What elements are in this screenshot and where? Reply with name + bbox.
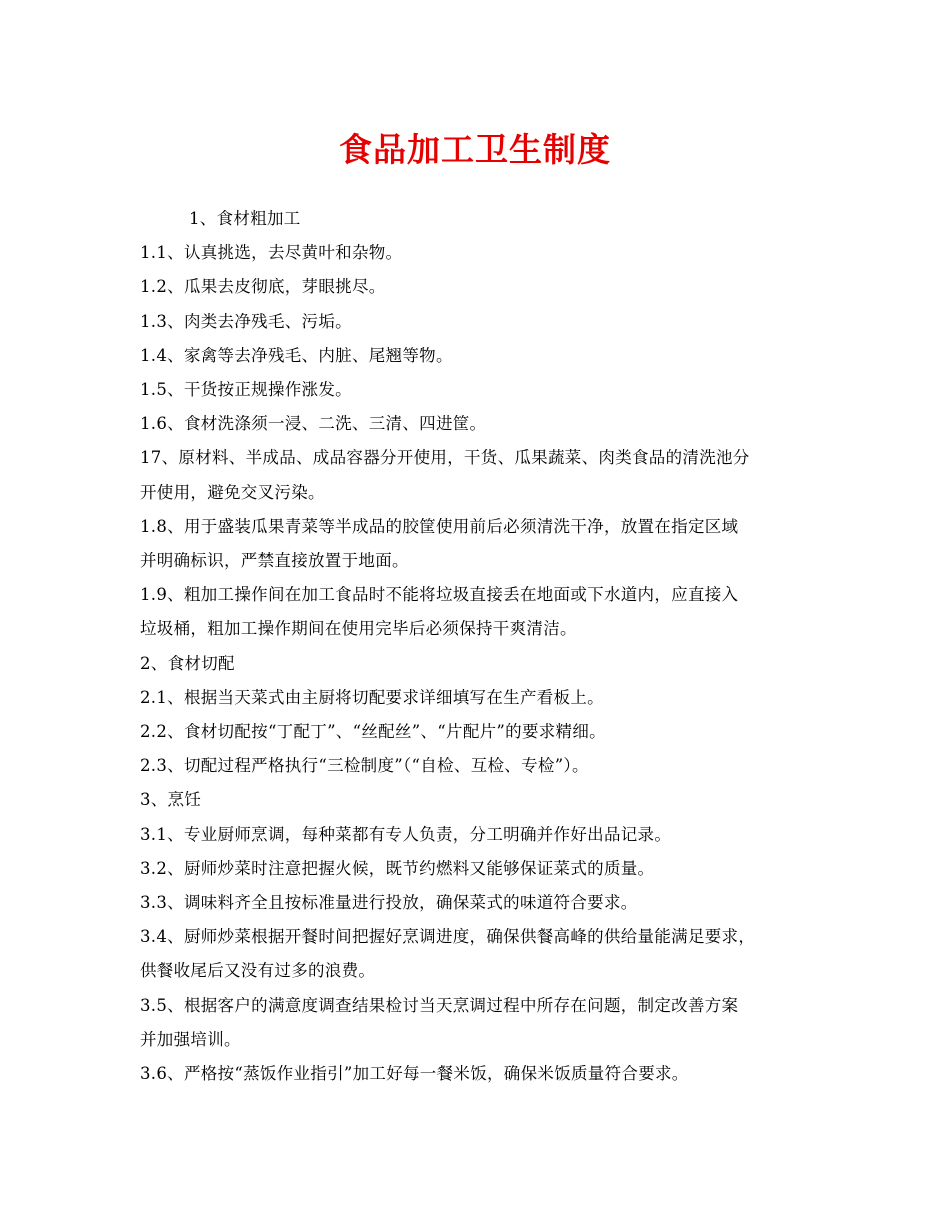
paragraph-line: 1.5、干货按正规操作涨发。 xyxy=(140,380,352,400)
paragraph-line: 1.8、用于盛装瓜果青菜等半成品的胶筐使用前后必须清洗干净，放置在指定区域 xyxy=(140,516,739,536)
paragraph-line: 供餐收尾后又没有过多的浪费。 xyxy=(140,961,376,981)
paragraph-line: 开使用，避免交叉污染。 xyxy=(140,482,325,502)
paragraph-line: 并加强培训。 xyxy=(140,1029,241,1049)
paragraph-line: 1.3、肉类去净残毛、污垢。 xyxy=(140,311,352,331)
paragraph-line: 3.4、厨师炒菜根据开餐时间把握好烹调进度，确保供餐高峰的供给量能满足要求， xyxy=(140,927,756,947)
paragraph-line: 垃圾桶，粗加工操作期间在使用完毕后必须保持干爽清洁。 xyxy=(140,619,577,639)
paragraph-line: 并明确标识，严禁直接放置于地面。 xyxy=(140,551,409,571)
paragraph-line: 1.9、粗加工操作间在加工食品时不能将垃圾直接丢在地面或下水道内，应直接入 xyxy=(140,585,739,605)
paragraph-line: 3.5、根据客户的满意度调查结果检讨当天烹调过程中所存在问题，制定改善方案 xyxy=(140,995,739,1015)
paragraph-line: 3.1、专业厨师烹调，每种菜都有专人负责，分工明确并作好出品记录。 xyxy=(140,824,672,844)
section-heading: 3、烹饪 xyxy=(140,790,202,810)
paragraph-line: 1.4、家禽等去净残毛、内脏、尾翘等物。 xyxy=(140,345,453,365)
paragraph-line: 3.2、厨师炒菜时注意把握火候，既节约燃料又能够保证菜式的质量。 xyxy=(140,858,655,878)
paragraph-line: 1.2、瓜果去皮彻底，芽眼挑尽。 xyxy=(140,277,386,297)
paragraph-line: 1.6、食材洗涤须一浸、二洗、三清、四进筐。 xyxy=(140,414,487,434)
paragraph-line: 3.6、严格按“蒸饭作业指引”加工好每一餐米饭，确保米饭质量符合要求。 xyxy=(140,1064,689,1084)
paragraph-line: 2.2、食材切配按“丁配丁”、“丝配丝”、“片配片”的要求精细。 xyxy=(140,722,606,742)
paragraph-line: 2.1、根据当天菜式由主厨将切配要求详细填写在生产看板上。 xyxy=(140,687,604,707)
document-body xyxy=(140,202,830,1091)
section-heading: 1、食材粗加工 xyxy=(189,209,301,228)
paragraph-line: 2.3、切配过程严格执行“三检制度”（“自检、互检、专检”）。 xyxy=(140,756,589,776)
section-heading: 2、食材切配 xyxy=(140,653,235,673)
paragraph-line: 17、原材料、半成品、成品容器分开使用，干货、瓜果蔬菜、肉类食品的清洗池分 xyxy=(140,448,750,468)
document-title: 食品加工卫生制度 xyxy=(339,130,611,169)
paragraph-line: 1.1、认真挑选，去尽黄叶和杂物。 xyxy=(140,243,403,263)
paragraph-line: 3.3、调味料齐全且按标准量进行投放，确保菜式的味道符合要求。 xyxy=(140,893,638,913)
